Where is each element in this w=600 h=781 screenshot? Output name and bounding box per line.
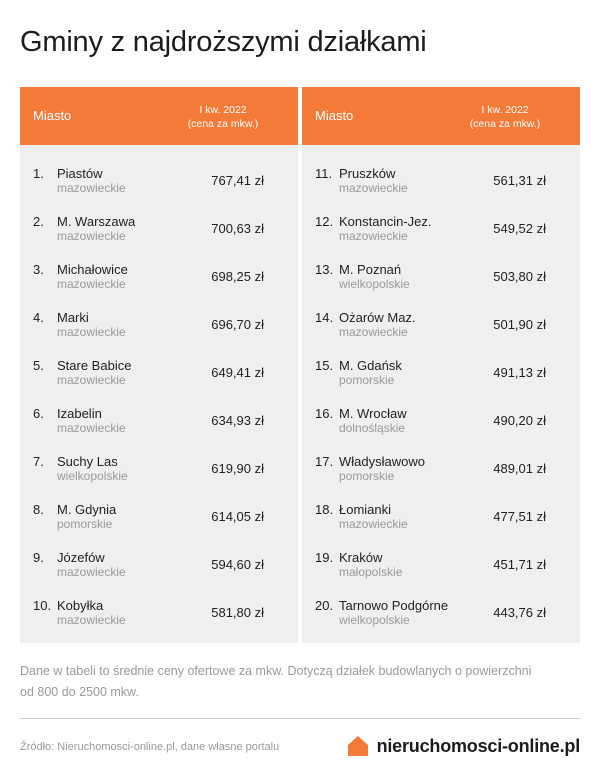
price-value: 649,41 zł xyxy=(211,365,264,380)
price-value: 561,31 zł xyxy=(493,173,546,188)
rank-number: 15. xyxy=(315,358,334,373)
table-row xyxy=(20,454,298,502)
brand-name: nieruchomosci-online.pl xyxy=(376,735,580,756)
rank-number: 9. xyxy=(33,550,44,565)
column-header-city: Miasto xyxy=(33,108,72,123)
price-value: 614,05 zł xyxy=(211,509,264,524)
city-name: M. Gdańsk xyxy=(339,358,402,373)
price-value: 698,25 zł xyxy=(211,269,264,284)
city-name: Kraków xyxy=(339,550,383,565)
region-name: wielkopolskie xyxy=(339,277,410,291)
city-name: Kobyłka xyxy=(57,598,104,613)
region-name: mazowieckie xyxy=(339,517,408,531)
price-value: 489,01 zł xyxy=(493,461,546,476)
region-name: mazowieckie xyxy=(339,229,408,243)
region-name: pomorskie xyxy=(57,517,113,531)
rank-number: 14. xyxy=(315,310,334,325)
price-value: 696,70 zł xyxy=(211,317,264,332)
price-value: 490,20 zł xyxy=(493,413,546,428)
rank-number: 16. xyxy=(315,406,334,421)
city-name: Stare Babice xyxy=(57,358,132,373)
rank-number: 8. xyxy=(33,502,44,517)
city-name: M. Wrocław xyxy=(339,406,407,421)
price-header-line1: I kw. 2022 xyxy=(481,104,529,116)
divider xyxy=(20,718,580,719)
region-name: mazowieckie xyxy=(57,325,126,339)
city-name: Konstancin-Jez. xyxy=(339,214,432,229)
rank-number: 18. xyxy=(315,502,334,517)
city-name: M. Poznań xyxy=(339,262,402,277)
city-name: Władysławowo xyxy=(339,454,425,469)
city-name: Michałowice xyxy=(57,262,128,277)
city-name: Izabelin xyxy=(57,406,102,421)
city-name: Piastów xyxy=(57,166,103,181)
source-credit: Źródło: Nieruchomosci-online.pl, dane własne portalu xyxy=(20,741,280,753)
region-name: mazowieckie xyxy=(57,277,126,291)
region-name: mazowieckie xyxy=(57,229,126,243)
price-header-line1: I kw. 2022 xyxy=(199,104,247,116)
table-row xyxy=(20,214,298,262)
rank-number: 1. xyxy=(33,166,44,181)
table-row xyxy=(302,310,580,358)
table-row xyxy=(20,358,298,406)
rank-number: 11. xyxy=(315,166,333,181)
price-value: 581,80 zł xyxy=(211,605,264,620)
table-row xyxy=(302,166,580,214)
price-value: 443,76 zł xyxy=(493,605,546,620)
price-value: 594,60 zł xyxy=(211,557,264,572)
region-name: mazowieckie xyxy=(57,181,126,195)
rank-number: 2. xyxy=(33,214,44,229)
region-name: mazowieckie xyxy=(339,325,408,339)
table-row xyxy=(20,550,298,598)
table-row xyxy=(20,406,298,454)
price-value: 477,51 zł xyxy=(493,509,546,524)
table-row xyxy=(302,454,580,502)
region-name: mazowieckie xyxy=(339,181,408,195)
rank-number: 20. xyxy=(315,598,334,613)
column-header-price xyxy=(168,103,278,131)
table-row xyxy=(20,262,298,310)
table-row xyxy=(302,214,580,262)
region-name: mazowieckie xyxy=(57,421,126,435)
price-value: 501,90 zł xyxy=(493,317,546,332)
table-header xyxy=(20,87,298,145)
ranking-tables xyxy=(20,87,580,643)
rank-number: 3. xyxy=(33,262,44,277)
city-name: M. Warszawa xyxy=(57,214,136,229)
table-right xyxy=(302,87,580,643)
table-row xyxy=(302,502,580,550)
region-name: dolnośląskie xyxy=(339,421,406,435)
rank-number: 17. xyxy=(315,454,334,469)
column-header-price xyxy=(450,103,560,131)
table-row xyxy=(302,406,580,454)
column-header-city: Miasto xyxy=(315,108,354,123)
rank-number: 6. xyxy=(33,406,44,421)
rank-number: 13. xyxy=(315,262,334,277)
region-name: wielkopolskie xyxy=(339,613,410,627)
price-value: 549,52 zł xyxy=(493,221,546,236)
table-header xyxy=(302,87,580,145)
table-row xyxy=(20,598,298,646)
price-header-line2: (cena za mkw.) xyxy=(187,118,259,130)
table-left xyxy=(20,87,298,643)
price-value: 491,13 zł xyxy=(493,365,546,380)
city-name: Łomianki xyxy=(339,502,392,517)
price-value: 451,71 zł xyxy=(493,557,546,572)
price-value: 634,93 zł xyxy=(211,413,264,428)
city-name: Suchy Las xyxy=(57,454,118,469)
city-name: Tarnowo Podgórne xyxy=(339,598,449,613)
rank-number: 4. xyxy=(33,310,44,325)
region-name: mazowieckie xyxy=(57,613,126,627)
rank-number: 12. xyxy=(315,214,334,229)
price-value: 767,41 zł xyxy=(211,173,264,188)
price-header-line2: (cena za mkw.) xyxy=(469,118,541,130)
price-value: 619,90 zł xyxy=(211,461,264,476)
rank-number: 7. xyxy=(33,454,44,469)
rank-number: 5. xyxy=(33,358,44,373)
price-value: 700,63 zł xyxy=(211,221,264,236)
region-name: wielkopolskie xyxy=(57,469,128,483)
region-name: pomorskie xyxy=(339,469,395,483)
house-icon xyxy=(347,735,369,757)
city-name: Józefów xyxy=(57,550,105,565)
table-row xyxy=(20,166,298,214)
city-name: Pruszków xyxy=(339,166,396,181)
rank-number: 10. xyxy=(33,598,52,613)
region-name: pomorskie xyxy=(339,373,395,387)
table-row xyxy=(20,502,298,550)
rank-number: 19. xyxy=(315,550,334,565)
region-name: mazowieckie xyxy=(57,373,126,387)
price-value: 503,80 zł xyxy=(493,269,546,284)
table-row xyxy=(302,358,580,406)
page-title: Gminy z najdroższymi działkami xyxy=(20,26,427,58)
brand-logo[interactable] xyxy=(347,735,580,757)
region-name: mazowieckie xyxy=(57,565,126,579)
table-row xyxy=(20,310,298,358)
city-name: M. Gdynia xyxy=(57,502,117,517)
data-note: Dane w tabeli to średnie ceny ofertowe za mkw. Dotyczą działek budowlanych o powierzchni od 800 do 2500 mkw. xyxy=(20,664,532,699)
city-name: Marki xyxy=(57,310,89,325)
table-row xyxy=(302,550,580,598)
city-name: Ożarów Maz. xyxy=(339,310,416,325)
table-row xyxy=(302,598,580,646)
region-name: małopolskie xyxy=(339,565,403,579)
table-row xyxy=(302,262,580,310)
